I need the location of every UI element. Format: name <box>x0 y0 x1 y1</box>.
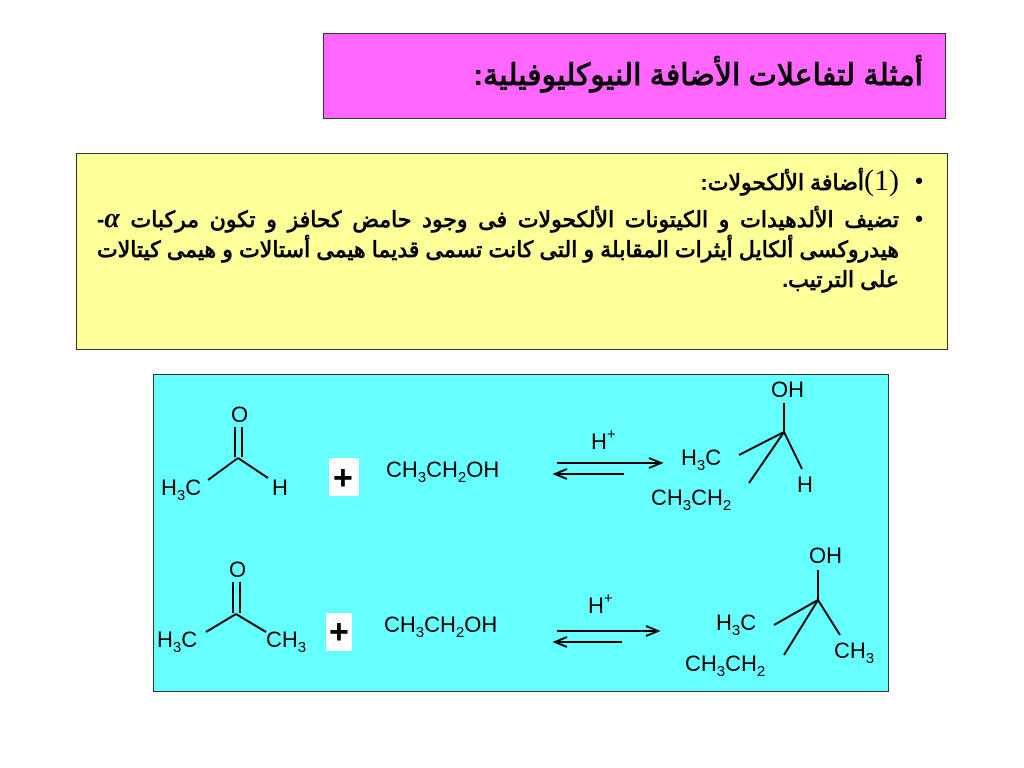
title-box <box>323 33 946 119</box>
ethanol-formula: $CH_3CH_2OH$ <box>386 457 500 486</box>
bullet-item-2 <box>97 204 925 295</box>
reaction-2 <box>157 543 874 680</box>
reaction-scheme <box>154 375 890 693</box>
item-text-part1: تضيف الألدهيدات و الكيتونات الألكحولات فى وجود حامض كحافز و تكون مركبات <box>119 207 899 232</box>
product-methyl: $H_3C$ <box>681 445 722 474</box>
item-heading: أضافة الألكحولات: <box>700 170 864 195</box>
methyl-group: $H_3C$ <box>161 475 202 504</box>
acid-catalyst: H+ <box>588 590 613 618</box>
plus-sign: + <box>329 613 349 651</box>
alpha-symbol: α <box>104 203 120 234</box>
bond-line <box>749 432 784 483</box>
product-methyl-right: $CH_3$ <box>834 638 875 667</box>
methyl-group-right: $CH_3$ <box>266 627 307 656</box>
product-methyl: $H_3C$ <box>716 610 757 639</box>
product-ethyl: $CH_3CH_2$ <box>685 651 766 680</box>
methyl-group-left: $H_3C$ <box>157 627 198 656</box>
bond-line <box>818 600 840 635</box>
reaction-1 <box>161 377 813 514</box>
bond-line <box>236 614 266 632</box>
product-hydrogen: H <box>797 472 813 497</box>
reaction-box <box>153 374 889 692</box>
bullet-dot-icon: • <box>915 168 923 193</box>
bond-line <box>784 432 802 469</box>
item-number: (1) <box>864 164 899 197</box>
bond-line <box>206 614 236 632</box>
bullet-item-1 <box>97 166 925 198</box>
bullet-dot-icon: • <box>915 206 923 231</box>
bond-line <box>208 458 238 480</box>
plus-sign: + <box>333 459 353 497</box>
bullet-box <box>76 153 948 350</box>
aldehyde-hydrogen: H <box>272 475 288 500</box>
bullet-list <box>97 166 925 301</box>
carbonyl-oxygen: O <box>231 402 249 427</box>
hydroxyl-group: OH <box>771 377 804 402</box>
product-ethyl: $CH_3CH_2$ <box>651 485 732 514</box>
bond-line <box>784 600 818 655</box>
item-text-part2: - هيدروكسى ألكايل أيثرات المقابلة و التى كانت تسمى قديما هيمى أستالات و هيمى كيتالات على الترتيب. <box>97 207 899 292</box>
bond-line <box>238 458 268 478</box>
ethanol-formula: $CH_3CH_2OH$ <box>384 612 498 641</box>
slide-title: أمثلة لتفاعلات الأضافة النيوكليوفيلية: <box>473 59 923 92</box>
carbonyl-oxygen: O <box>229 557 247 582</box>
acid-catalyst: H+ <box>591 426 616 454</box>
hydroxyl-group: OH <box>809 543 842 568</box>
